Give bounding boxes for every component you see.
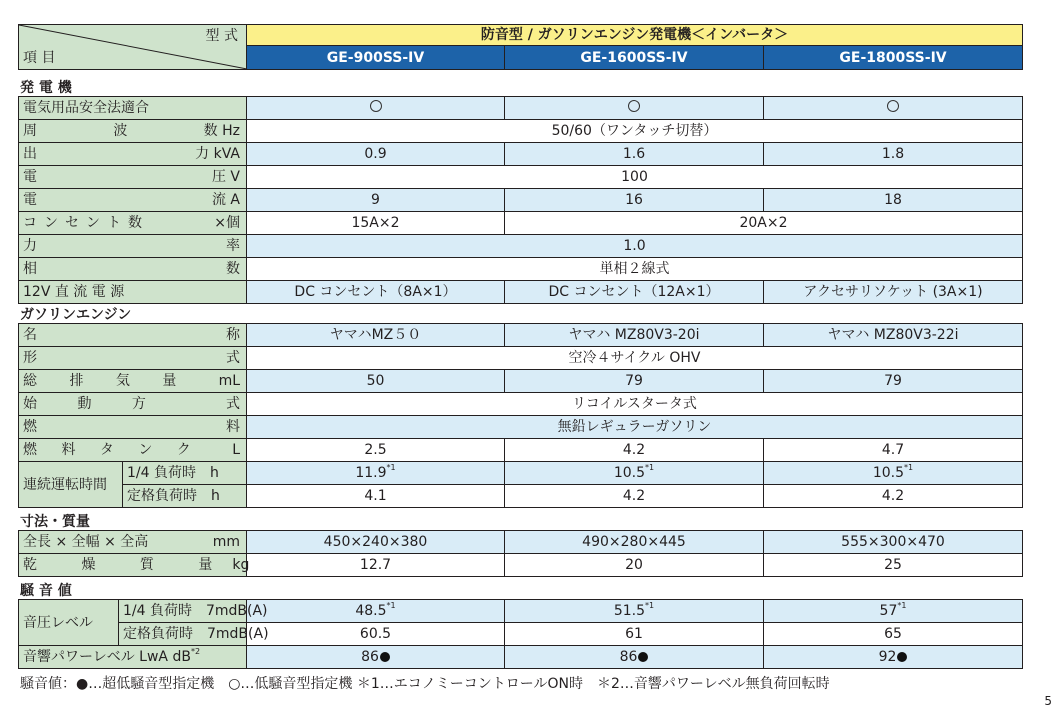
spl-q-label: 1/4 負荷時 7mdB(A) — [119, 600, 247, 623]
pwr-label: 音響パワーレベル LwA dB — [23, 649, 191, 665]
row-outlet — [19, 212, 1023, 235]
category-title: 防音型 / ガソリンエンジン発電機＜インバータ＞ — [247, 25, 1023, 46]
runtime-q-1-value: 11.9 — [355, 465, 387, 481]
start-label-a: 始 動 方 — [23, 396, 164, 412]
spl-label: 音圧レベル — [19, 600, 119, 646]
weight-3: 25 — [764, 554, 1023, 577]
disp-label-a: 総 排 気 量 — [23, 373, 191, 389]
note-2-marker: *2 — [190, 647, 201, 656]
engine-name-2: ヤマハ MZ80V3-20i — [505, 324, 764, 347]
row-pse — [19, 97, 1023, 120]
runtime-q-1 — [247, 462, 505, 485]
note-1-marker: *1 — [904, 463, 914, 472]
noise-table — [18, 599, 1023, 669]
engine-name-1: ヤマハMZ５０ — [247, 324, 505, 347]
row-current — [19, 189, 1023, 212]
spl-r-2: 61 — [505, 623, 764, 646]
row-runtime-quarter — [19, 462, 1023, 485]
runtime-q-2 — [505, 462, 764, 485]
row-spl-rated — [19, 623, 1023, 646]
note-1-marker: *1 — [645, 463, 655, 472]
voltage-value: 100 — [247, 166, 1023, 189]
voltage-label-b: 圧 V — [211, 169, 240, 185]
spl-r-3: 65 — [764, 623, 1023, 646]
tank-1: 2.5 — [247, 439, 505, 462]
disp-3: 79 — [764, 370, 1023, 393]
engine-name-3: ヤマハ MZ80V3-22i — [764, 324, 1023, 347]
output-3: 1.8 — [764, 143, 1023, 166]
pf-label-b: 率 — [226, 238, 240, 254]
row-fuel — [19, 416, 1023, 439]
runtime-label: 連続運転時間 — [19, 462, 123, 508]
voltage-label-a: 電 — [23, 169, 37, 185]
row-engine-name — [19, 324, 1023, 347]
tank-label-a: 燃 料 タ ン ク — [23, 442, 201, 458]
dc-3: アクセサリソケット (3A×1) — [764, 281, 1023, 304]
pwr-3-value: 92 — [878, 649, 897, 665]
note-1-marker: *1 — [897, 601, 907, 610]
current-label-a: 電 — [23, 192, 37, 208]
dc-label: 12V 直 流 電 源 — [19, 281, 247, 304]
size-2: 490×280×445 — [505, 531, 764, 554]
freq-label-b: 波 — [113, 123, 128, 139]
dc-2: DC コンセント（12A×1） — [505, 281, 764, 304]
row-power-level — [19, 646, 1023, 669]
disp-label-b: mL — [218, 373, 240, 389]
row-tank — [19, 439, 1023, 462]
disp-2: 79 — [505, 370, 764, 393]
filled-circle-icon — [638, 652, 648, 662]
circle-icon — [628, 100, 640, 112]
size-3: 555×300×470 — [764, 531, 1023, 554]
pwr-1 — [247, 646, 505, 669]
runtime-q-3-value: 10.5 — [872, 465, 905, 481]
filled-circle-icon — [897, 652, 907, 662]
row-spl-quarter — [19, 600, 1023, 623]
row-displacement — [19, 370, 1023, 393]
spl-q-2-value: 51.5 — [613, 603, 646, 619]
row-runtime-rated — [19, 485, 1023, 508]
pwr-2-value: 86 — [619, 649, 638, 665]
phase-label-b: 数 — [226, 261, 240, 277]
engine-table — [18, 323, 1023, 508]
tank-2: 4.2 — [505, 439, 764, 462]
row-power-factor — [19, 235, 1023, 258]
generator-table — [18, 96, 1023, 304]
footnote: 騒音値：●…超低騒音型指定機 ○…低騒音型指定機 ＊1…エコノミーコントロールON時 ＊2…音響パワーレベル無負荷回転時 — [20, 676, 830, 692]
output-1: 0.9 — [247, 143, 505, 166]
section-generator: 発 電 機 — [20, 80, 72, 96]
note-1-marker: *1 — [645, 601, 655, 610]
current-3: 18 — [764, 189, 1023, 212]
circle-icon — [887, 100, 899, 112]
pwr-3 — [764, 646, 1023, 669]
pwr-label-cell — [19, 646, 247, 669]
row-weight — [19, 554, 1023, 577]
pse-mark-3 — [764, 97, 1023, 120]
header-table — [18, 24, 1023, 70]
pse-mark-1 — [247, 97, 505, 120]
weight-1: 12.7 — [247, 554, 505, 577]
model-2: GE-1600SS-IV — [505, 46, 764, 70]
header-corner — [19, 25, 247, 70]
size-1: 450×240×380 — [247, 531, 505, 554]
start-label-b: 式 — [226, 396, 240, 412]
current-1: 9 — [247, 189, 505, 212]
note-1-marker: *1 — [386, 463, 396, 472]
note-1-marker: *1 — [386, 601, 396, 610]
tank-3: 4.7 — [764, 439, 1023, 462]
row-dc — [19, 281, 1023, 304]
spl-q-1-value: 48.5 — [355, 603, 387, 619]
name-label-b: 称 — [226, 327, 240, 343]
model-3: GE-1800SS-IV — [764, 46, 1023, 70]
row-size — [19, 531, 1023, 554]
weight-2: 20 — [505, 554, 764, 577]
row-frequency — [19, 120, 1023, 143]
row-voltage — [19, 166, 1023, 189]
row-start — [19, 393, 1023, 416]
runtime-r-1: 4.1 — [247, 485, 505, 508]
freq-value: 50/60（ワンタッチ切替） — [247, 120, 1023, 143]
pwr-1-value: 86 — [361, 649, 379, 665]
runtime-r-label: 定格負荷時 h — [123, 485, 247, 508]
fuel-label-b: 料 — [226, 419, 240, 435]
weight-label-b: kg — [232, 557, 250, 573]
type-label: 型 式 — [205, 28, 238, 44]
current-2: 16 — [505, 189, 764, 212]
pf-value: 1.0 — [247, 235, 1023, 258]
dc-1: DC コンセント（8A×1） — [247, 281, 505, 304]
spl-q-3 — [764, 600, 1023, 623]
runtime-q-3 — [764, 462, 1023, 485]
pse-mark-2 — [505, 97, 764, 120]
fuel-label-a: 燃 — [23, 419, 37, 435]
runtime-r-3: 4.2 — [764, 485, 1023, 508]
engine-type-value: 空冷４サイクル OHV — [247, 347, 1023, 370]
pf-label-a: 力 — [23, 238, 37, 254]
output-label-a: 出 — [23, 146, 37, 162]
type-label-a: 形 — [23, 350, 37, 366]
pse-label: 電気用品安全法適合 — [19, 97, 247, 120]
start-value: リコイルスタータ式 — [247, 393, 1023, 416]
model-1: GE-900SS-IV — [247, 46, 505, 70]
name-label-a: 名 — [23, 327, 37, 343]
section-engine: ガソリンエンジン — [20, 307, 132, 323]
size-label-b: mm — [212, 534, 240, 550]
type-label-b: 式 — [226, 350, 240, 366]
outlet-label-a: コンセント数 — [23, 215, 149, 231]
row-engine-type — [19, 347, 1023, 370]
filled-circle-icon — [380, 652, 390, 662]
spl-q-2 — [505, 600, 764, 623]
page-number: 5 — [1044, 694, 1052, 708]
section-noise: 騒 音 値 — [20, 583, 72, 599]
item-label: 項 目 — [23, 50, 56, 66]
freq-label-c: 数 Hz — [203, 123, 240, 139]
outlet-1: 15A×2 — [247, 212, 505, 235]
runtime-r-2: 4.2 — [505, 485, 764, 508]
fuel-value: 無鉛レギュラーガソリン — [247, 416, 1023, 439]
section-dimensions: 寸法・質量 — [20, 514, 90, 530]
weight-label-a: 乾 燥 質 量 — [23, 557, 233, 573]
output-2: 1.6 — [505, 143, 764, 166]
spl-r-1: 60.5 — [247, 623, 505, 646]
row-phase — [19, 258, 1023, 281]
phase-label-a: 相 — [23, 261, 37, 277]
spl-q-1 — [247, 600, 505, 623]
row-output — [19, 143, 1023, 166]
circle-icon — [370, 100, 382, 112]
current-label-b: 流 A — [211, 192, 240, 208]
outlet-label-b: ×個 — [214, 215, 240, 231]
spl-r-label: 定格負荷時 7mdB(A) — [119, 623, 247, 646]
tank-label-b: L — [232, 442, 240, 458]
phase-value: 単相２線式 — [247, 258, 1023, 281]
output-label-b: 力 kVA — [195, 146, 240, 162]
runtime-q-2-value: 10.5 — [613, 465, 646, 481]
outlet-2: 20A×2 — [505, 212, 1023, 235]
freq-label-a: 周 — [23, 123, 37, 139]
spl-q-3-value: 57 — [879, 603, 898, 619]
disp-1: 50 — [247, 370, 505, 393]
dims-table — [18, 530, 1023, 577]
pwr-2 — [505, 646, 764, 669]
runtime-q-label: 1/4 負荷時 h — [123, 462, 247, 485]
size-label-a: 全長 × 全幅 × 全高 — [23, 534, 149, 550]
